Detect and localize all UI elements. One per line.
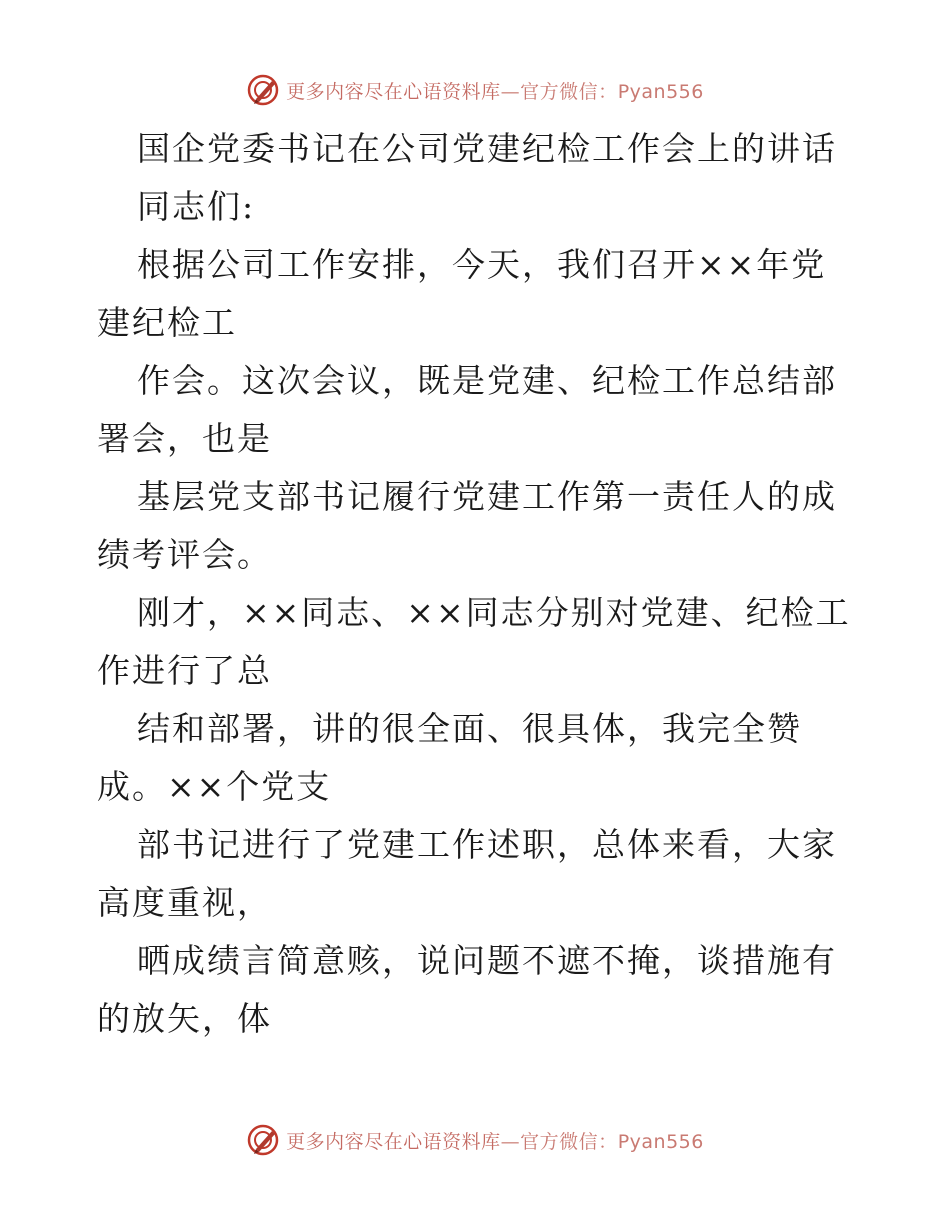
paragraph-1: 同志们: (137, 187, 256, 226)
watermark-title: 更多内容尽在心语资料库 (286, 80, 501, 103)
watermark-separator: — (500, 80, 521, 103)
watermark-label: 官方微信： (520, 80, 618, 103)
paragraph-3: 作会。这次会议，既是党建、纪检工作总结部署会，也是 (97, 361, 837, 458)
document-body (97, 120, 857, 1048)
watermark-id: Pyan556 (617, 1130, 704, 1153)
paragraph-5: 刚才，××同志、××同志分别对党建、纪检工作进行了总 (97, 593, 851, 690)
watermark-id: Pyan556 (617, 80, 704, 103)
watermark-label: 官方微信： (520, 1130, 618, 1153)
paragraph-6: 结和部署，讲的很全面、很具体，我完全赞成。××个党支 (97, 709, 802, 806)
paragraph-7: 部书记进行了党建工作述职，总体来看，大家高度重视， (97, 825, 837, 922)
watermark-title: 更多内容尽在心语资料库 (286, 1130, 501, 1153)
paragraph-8: 晒成绩言简意赅，说问题不遮不掩，谈措施有的放矢，体 (97, 941, 837, 1038)
watermark-text (286, 1127, 704, 1154)
footer-watermark (0, 1120, 950, 1160)
paragraph-2: 根据公司工作安排，今天，我们召开××年党建纪检工 (97, 245, 827, 342)
pen-logo-icon (246, 73, 280, 107)
paragraph-4: 基层党支部书记履行党建工作第一责任人的成绩考评会。 (97, 477, 837, 574)
header-watermark (0, 70, 950, 110)
watermark-text (286, 77, 704, 104)
watermark-separator: — (500, 1130, 521, 1153)
pen-logo-icon (246, 1123, 280, 1157)
document-title: 国企党委书记在公司党建纪检工作会上的讲话 (137, 129, 837, 168)
